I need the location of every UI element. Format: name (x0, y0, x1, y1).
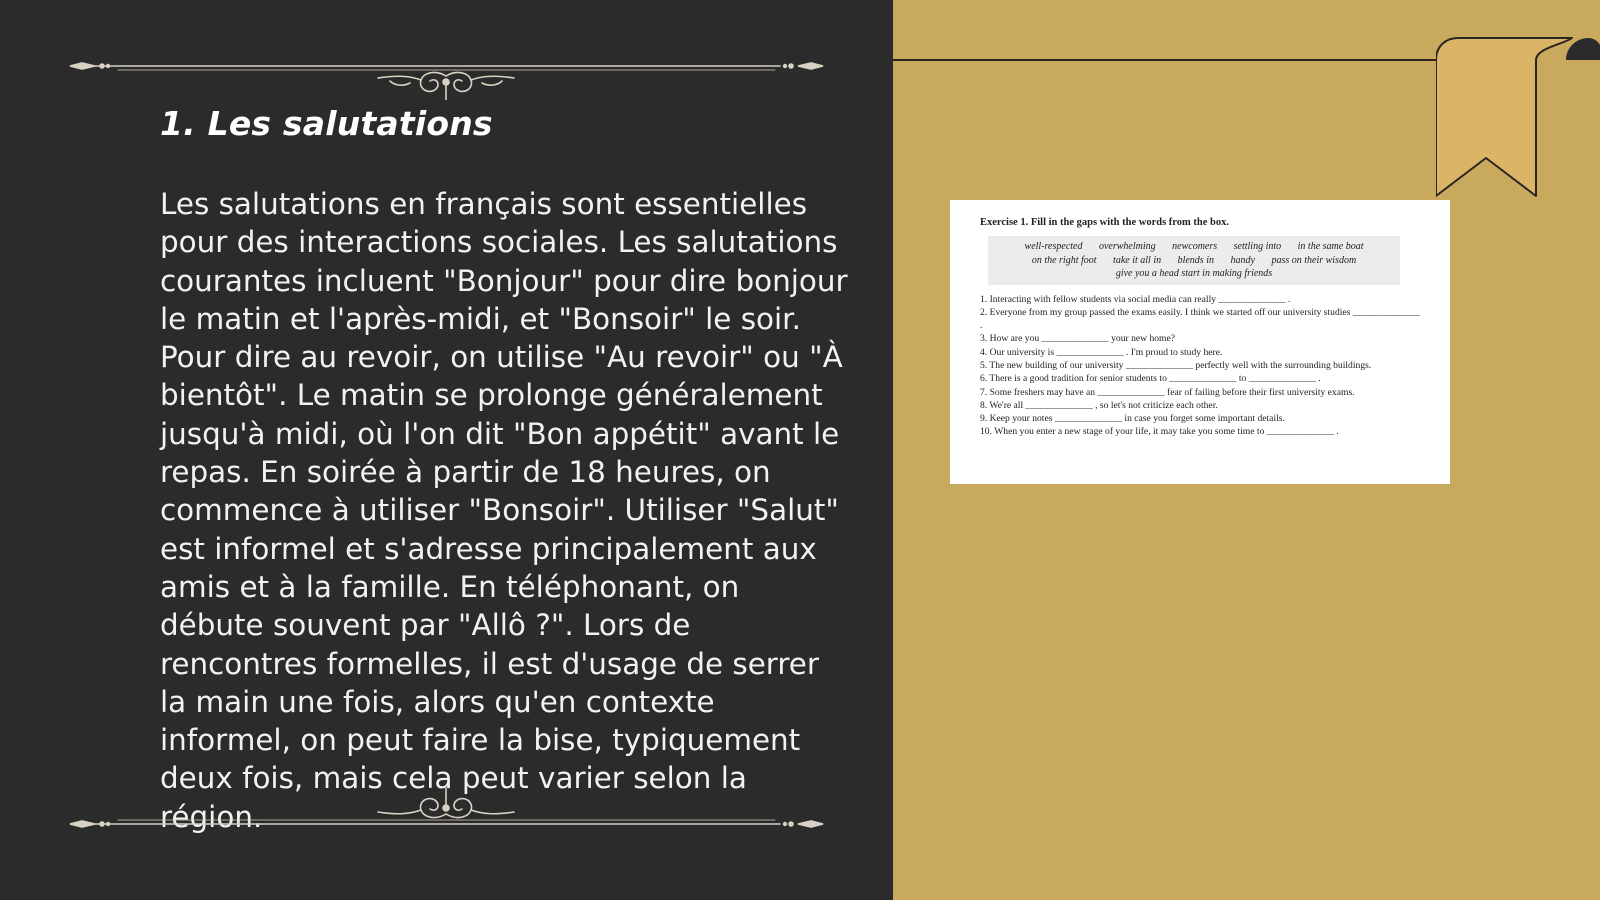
word-box-item: pass on their wisdom (1271, 254, 1357, 266)
horizontal-rule (893, 59, 1440, 61)
word-box-row (994, 254, 1394, 268)
word-box-item: well-respected (1024, 241, 1083, 252)
word-box-item: settling into (1233, 241, 1282, 252)
exercise-item: 6. There is a good tradition for senior students to ______________ to ______________ . (980, 373, 1321, 385)
word-box (988, 236, 1400, 285)
exercise-item: 1. Interacting with fellow students via social media can really ______________ . (980, 293, 1291, 305)
word-box-item: blends in (1177, 254, 1214, 266)
worksheet-title: Exercise 1. Fill in the gaps with the words from the box. (980, 217, 1229, 228)
exercise-item: 7. Some freshers may have an ______________ fear of failing before their first university exams. (980, 386, 1355, 398)
exercise-item: 5. The new building of our university ______________ perfectly well with the surrounding buildings. (980, 359, 1372, 371)
word-box-item: in the same boat (1297, 241, 1364, 252)
bottom-flourish-divider-icon (0, 776, 893, 836)
exercise-list (980, 293, 1420, 439)
worksheet-image (950, 200, 1450, 484)
exercise-item: 2. Everyone from my group passed the exams easily. I think we started off our university studies ______________ . (980, 306, 1420, 332)
word-box-item: take it all in (1113, 254, 1162, 266)
exercise-item: 3. How are you ______________ your new home? (980, 333, 1176, 345)
bookmark-ribbon-icon (1436, 36, 1600, 200)
top-flourish-divider-icon (0, 40, 893, 100)
slide-body-text: Les salutations en français sont essentielles pour des interactions sociales. Les salutations courantes incluent "Bonjour" pour dire bonjour le matin et l'après-midi, et "Bonsoir" le soir. Pour dire au revoir, on utilise "Au revoir" ou "À bientôt". Le matin se prolonge généralement jusqu'à midi, où l'on dit "Bon appétit" avant le repas. En soirée à partir de 18 heures, on commence à utiliser "Bonsoir". Utiliser "Salut" est informel et s'adresse principalement aux amis et à la famille. En téléphonant, on débute souvent par "Allô ?". Lors de rencontres formelles, il est d'usage de serrer la main une fois, alors qu'en contexte informel, on peut faire la bise, typiquement deux fois, mais cela peut varier selon la région. (160, 187, 848, 834)
exercise-item: 8. We're all ______________ , so let's not criticize each other. (980, 399, 1218, 411)
exercise-item: 4. Our university is ______________ . I'm proud to study here. (980, 346, 1223, 358)
exercise-item: 9. Keep your notes ______________ in case you forget some important details. (980, 413, 1285, 425)
exercise-item: 10. When you enter a new stage of your life, it may take you some time to ______________ . (980, 426, 1339, 438)
word-box-item: overwhelming (1098, 241, 1156, 252)
word-box-item: handy (1230, 254, 1255, 266)
word-box-item: newcomers (1172, 241, 1218, 252)
word-box-row (994, 240, 1394, 254)
slide-title: 1. Les salutations (160, 104, 493, 143)
word-box-row (994, 267, 1394, 281)
word-box-item: on the right foot (1031, 254, 1097, 266)
word-box-item: give you a head start in making friends (1115, 268, 1273, 279)
